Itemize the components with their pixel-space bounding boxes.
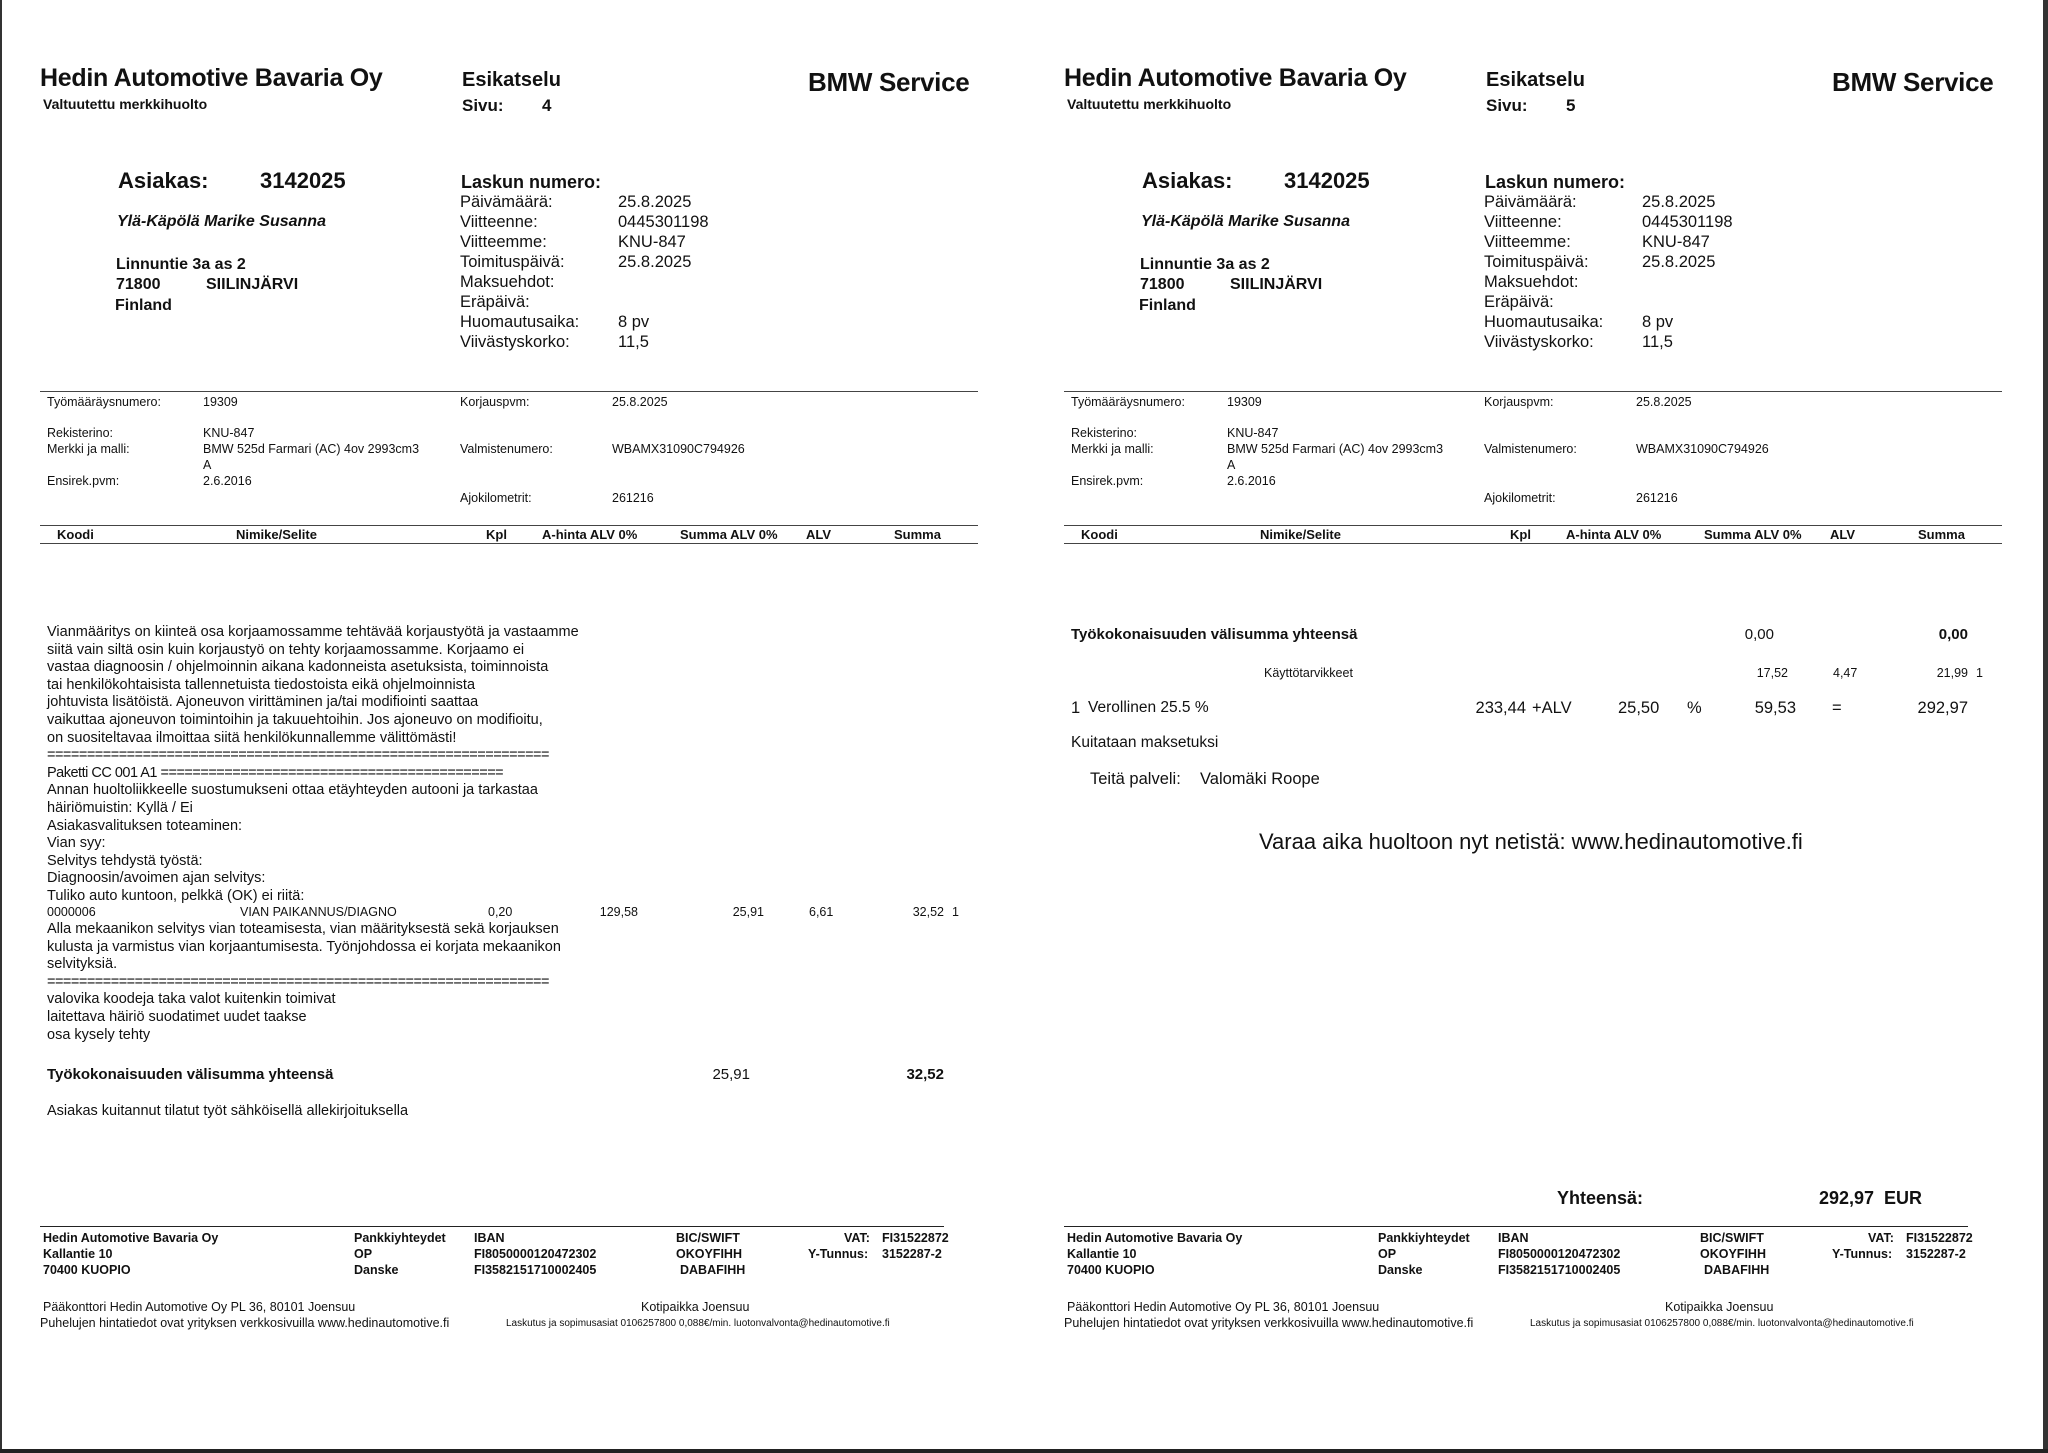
served-label: Teitä palveli: bbox=[1090, 770, 1181, 788]
footer-billing: Laskutus ja sopimusasiat 0106257800 0,088€/min. luotonvalvonta@hedinautomotive.fi bbox=[506, 1318, 890, 1329]
col-vat: ALV bbox=[1830, 527, 1856, 542]
your-ref-label: Viitteenne: bbox=[460, 213, 538, 231]
repair-date-label: Korjauspvm: bbox=[1484, 395, 1554, 409]
reg-label: Rekisterino: bbox=[47, 426, 113, 440]
your-ref: 0445301198 bbox=[1642, 213, 1733, 231]
footer-billing: Laskutus ja sopimusasiat 0106257800 0,088€/min. luotonvalvonta@hedinautomotive.fi bbox=[1530, 1318, 1914, 1329]
footer-line bbox=[1064, 1226, 1968, 1227]
our-ref-label: Viitteemme: bbox=[460, 233, 547, 251]
disclaimer-line: Vianmääritys on kiinteä osa korjaamossamme tehtävää korjaustyötä ja vastaamme bbox=[47, 624, 579, 640]
model-label: Merkki ja malli: bbox=[1071, 442, 1154, 456]
customer-country: Finland bbox=[1139, 297, 1196, 314]
signature-note: Asiakas kuitannut tilatut työt sähköisellä allekirjoituksella bbox=[47, 1103, 409, 1119]
col-unit-price: A-hinta ALV 0% bbox=[1566, 527, 1662, 542]
late-interest: 11,5 bbox=[618, 333, 649, 351]
separator-line: =============================================================== bbox=[47, 747, 549, 764]
footer-bank-danske: Danske bbox=[1378, 1263, 1423, 1277]
footer-bank-label: Pankkiyhteydet bbox=[354, 1231, 446, 1245]
footer-bank-label: Pankkiyhteydet bbox=[1378, 1231, 1470, 1245]
page-label: Sivu: bbox=[1486, 96, 1528, 115]
subtotal-label: Työkokonaisuuden välisumma yhteensä bbox=[1071, 626, 1358, 643]
vin-label: Valmistenumero: bbox=[460, 442, 553, 456]
footer-company: Hedin Automotive Bavaria Oy bbox=[1067, 1231, 1243, 1245]
package-text: Vian syy: bbox=[47, 835, 106, 852]
footer-iban-op: FI8050000120472302 bbox=[1498, 1247, 1621, 1261]
disclaimer-line: vaikuttaa ajoneuvon toimintoihin ja takuuehtoihin. Jos ajoneuvo on modifioitu, bbox=[47, 712, 543, 728]
footer-vat-label: VAT: bbox=[1868, 1231, 1894, 1245]
footer-iban-label: IBAN bbox=[474, 1231, 505, 1245]
your-ref: 0445301198 bbox=[618, 213, 709, 231]
notice-period-label: Huomautusaika: bbox=[1484, 313, 1604, 331]
vat-percent: % bbox=[1687, 699, 1702, 717]
supplies-sum-ex-vat: 17,52 bbox=[1756, 666, 1788, 680]
invoice-page-5 bbox=[1024, 0, 2048, 1453]
model: BMW 525d Farmari (AC) 4ov 2993cm3 bbox=[1227, 442, 1444, 456]
footer-bic-op: OKOYFIHH bbox=[1700, 1247, 1766, 1261]
invoice-date: 25.8.2025 bbox=[1642, 193, 1716, 211]
after-item-text: Alla mekaanikon selvitys vian toteamisesta, vian määrityksestä sekä korjauksen bbox=[47, 921, 559, 937]
footer-ytunnus-label: Y-Tunnus: bbox=[1832, 1247, 1893, 1261]
footer-hq: Pääkonttori Hedin Automotive Oy PL 36, 80101 Joensuu bbox=[43, 1300, 356, 1314]
col-qty: Kpl bbox=[486, 527, 507, 542]
table-header-top-line bbox=[1064, 525, 2002, 526]
subtotal: 32,52 bbox=[906, 1066, 944, 1083]
item-unit-price: 129,58 bbox=[599, 905, 638, 919]
supplies-vat: 4,47 bbox=[1833, 666, 1858, 680]
footer-vat: FI31522872 bbox=[882, 1231, 949, 1245]
page-label: Sivu: bbox=[462, 96, 504, 115]
company-name: Hedin Automotive Bavaria Oy bbox=[1064, 64, 1407, 92]
footer-bic-danske: DABAFIHH bbox=[680, 1263, 746, 1277]
after-item-text: selvityksiä. bbox=[47, 956, 118, 973]
customer-street: Linnuntie 3a as 2 bbox=[1140, 256, 1270, 273]
footer-bank-op: OP bbox=[1378, 1247, 1397, 1261]
payment-terms-label: Maksuehdot: bbox=[1484, 273, 1579, 291]
subtotal: 0,00 bbox=[1938, 626, 1968, 643]
footer-vat-label: VAT: bbox=[844, 1231, 870, 1245]
item-flag: 1 bbox=[952, 905, 959, 919]
footer-line bbox=[40, 1226, 944, 1227]
vat-rate: 25,50 bbox=[1618, 699, 1660, 717]
vin-label: Valmistenumero: bbox=[1484, 442, 1577, 456]
package-text: Annan huoltoliikkeelle suostumukseni ottaa etäyhteyden autooni ja tarkastaa bbox=[47, 782, 538, 799]
customer-name: Ylä-Käpölä Marike Susanna bbox=[1141, 213, 1350, 230]
disclaimer-line: johtuvista lisätöistä. Ajoneuvon virittäminen ja/tai modifiointi saattaa bbox=[47, 694, 479, 711]
our-ref-label: Viitteemme: bbox=[1484, 233, 1571, 251]
our-ref: KNU-847 bbox=[1642, 233, 1710, 251]
disclaimer-line: vastaa diagnoosin / ohjelmoinnin aikana kadonneista asetuksista, toiminnoista bbox=[47, 659, 549, 676]
footer-bic-danske: DABAFIHH bbox=[1704, 1263, 1770, 1277]
customer-city: SIILINJÄRVI bbox=[1230, 276, 1323, 293]
footer-hq: Pääkonttori Hedin Automotive Oy PL 36, 80101 Joensuu bbox=[1067, 1300, 1380, 1314]
col-qty: Kpl bbox=[1510, 527, 1531, 542]
due-date-label: Eräpäivä: bbox=[1484, 293, 1554, 311]
col-sum: Summa bbox=[1918, 527, 1965, 542]
km-label: Ajokilometrit: bbox=[460, 491, 532, 505]
vat-base: 233,44 bbox=[1475, 699, 1526, 717]
mechanic-note: laitettava häiriö suodatimet uudet taakse bbox=[47, 1009, 307, 1025]
vat-line-no: 1 bbox=[1071, 699, 1081, 717]
customer-label: Asiakas: bbox=[1142, 168, 1233, 193]
first-reg: 2.6.2016 bbox=[203, 474, 252, 488]
footer-bank-op: OP bbox=[354, 1247, 373, 1261]
first-reg: 2.6.2016 bbox=[1227, 474, 1276, 488]
footer-domicile: Kotipaikka Joensuu bbox=[1665, 1300, 1774, 1314]
work-order: 19309 bbox=[203, 395, 238, 409]
footer-ytunnus: 3152287-2 bbox=[882, 1247, 942, 1261]
doc-title: Esikatselu bbox=[1486, 69, 1585, 91]
package-text: häiriömuistin: Kyllä / Ei bbox=[47, 800, 193, 816]
disclaimer-line: on suositeltavaa ilmoittaa siitä henkilökunnallemme välittömästi! bbox=[47, 729, 457, 746]
work-order-label: Työmääräysnumero: bbox=[47, 395, 161, 409]
footer-bank-danske: Danske bbox=[354, 1263, 399, 1277]
your-ref-label: Viitteenne: bbox=[1484, 213, 1562, 231]
col-code: Koodi bbox=[57, 527, 94, 542]
first-reg-label: Ensirek.pvm: bbox=[1071, 474, 1144, 488]
footer-bic-label: BIC/SWIFT bbox=[1700, 1231, 1764, 1245]
customer-number: 3142025 bbox=[260, 168, 346, 193]
col-sum-ex-vat: Summa ALV 0% bbox=[1704, 527, 1802, 542]
footer-iban-label: IBAN bbox=[1498, 1231, 1529, 1245]
invoice-number-label: Laskun numero: bbox=[461, 172, 602, 192]
repair-date-label: Korjauspvm: bbox=[460, 395, 530, 409]
footer-street: Kallantie 10 bbox=[43, 1247, 113, 1261]
invoice-date-label: Päivämäärä: bbox=[460, 193, 553, 211]
col-code: Koodi bbox=[1081, 527, 1118, 542]
first-reg-label: Ensirek.pvm: bbox=[47, 474, 120, 488]
item-qty: 0,20 bbox=[488, 905, 513, 919]
customer-postal: 71800 bbox=[1140, 276, 1185, 293]
subtotal-ex-vat: 25,91 bbox=[712, 1066, 750, 1083]
page-number: 5 bbox=[1566, 96, 1576, 115]
vin: WBAMX31090C794926 bbox=[1636, 442, 1769, 456]
doc-title: Esikatselu bbox=[462, 69, 561, 91]
footer-bic-op: OKOYFIHH bbox=[676, 1247, 742, 1261]
package-text: Diagnoosin/avoimen ajan selvitys: bbox=[47, 870, 266, 887]
footer-city: 70400 KUOPIO bbox=[1067, 1263, 1155, 1277]
vat-total: 292,97 bbox=[1917, 699, 1968, 717]
brand-logo-text: BMW Service bbox=[808, 67, 970, 97]
package-line: Paketti CC 001 A1 =========================================== bbox=[47, 764, 504, 781]
customer-number: 3142025 bbox=[1284, 168, 1370, 193]
customer-street: Linnuntie 3a as 2 bbox=[116, 256, 246, 273]
after-item-text: kulusta ja varmistus vian korjaantumisesta. Työnjohdossa ei korjata mekaanikon bbox=[47, 938, 561, 955]
repair-date: 25.8.2025 bbox=[1636, 395, 1692, 409]
subtotal-label: Työkokonaisuuden välisumma yhteensä bbox=[47, 1066, 334, 1083]
late-interest-label: Viivästyskorko: bbox=[460, 333, 570, 351]
invoice-date: 25.8.2025 bbox=[618, 193, 692, 211]
item-sum-ex-vat: 25,91 bbox=[732, 905, 764, 919]
table-header-bottom-line bbox=[40, 543, 978, 544]
vin: WBAMX31090C794926 bbox=[612, 442, 745, 456]
footer-city: 70400 KUOPIO bbox=[43, 1263, 131, 1277]
reg-label: Rekisterino: bbox=[1071, 426, 1137, 440]
item-sum: 32,52 bbox=[912, 905, 944, 919]
customer-country: Finland bbox=[115, 297, 172, 314]
divider bbox=[1064, 391, 2002, 392]
table-header-top-line bbox=[40, 525, 978, 526]
model-label: Merkki ja malli: bbox=[47, 442, 130, 456]
package-text: Selvitys tehdystä työstä: bbox=[47, 852, 203, 869]
supplies-name: Käyttötarvikkeet bbox=[1264, 666, 1353, 680]
subtotal-ex-vat: 0,00 bbox=[1744, 626, 1774, 643]
customer-name: Ylä-Käpölä Marike Susanna bbox=[117, 213, 326, 230]
delivery-date-label: Toimituspäivä: bbox=[460, 253, 565, 271]
table-header-bottom-line bbox=[1064, 543, 2002, 544]
served-by: Valomäki Roope bbox=[1200, 770, 1320, 788]
vat-equals: = bbox=[1832, 699, 1842, 717]
notice-period-label: Huomautusaika: bbox=[460, 313, 580, 331]
payment-terms-label: Maksuehdot: bbox=[460, 273, 555, 291]
work-order: 19309 bbox=[1227, 395, 1262, 409]
footer-street: Kallantie 10 bbox=[1067, 1247, 1137, 1261]
notice-period: 8 pv bbox=[1642, 313, 1674, 331]
vat-amount: 59,53 bbox=[1754, 699, 1796, 717]
package-text: Asiakasvalituksen toteaminen: bbox=[47, 817, 243, 834]
supplies-flag: 1 bbox=[1976, 666, 1983, 680]
model-cont: A bbox=[1227, 458, 1236, 472]
col-sum-ex-vat: Summa ALV 0% bbox=[680, 527, 778, 542]
km: 261216 bbox=[612, 491, 654, 505]
footer-ytunnus: 3152287-2 bbox=[1906, 1247, 1966, 1261]
page-number: 4 bbox=[542, 96, 552, 115]
footer-iban-danske: FI3582151710002405 bbox=[1498, 1263, 1621, 1277]
col-unit-price: A-hinta ALV 0% bbox=[542, 527, 638, 542]
our-ref: KNU-847 bbox=[618, 233, 686, 251]
km: 261216 bbox=[1636, 491, 1678, 505]
invoice-number-label: Laskun numero: bbox=[1485, 172, 1626, 192]
mechanic-note: valovika koodeja taka valot kuitenkin toimivat bbox=[47, 991, 336, 1008]
brand-logo-text: BMW Service bbox=[1832, 67, 1994, 97]
supplies-sum: 21,99 bbox=[1936, 666, 1968, 680]
delivery-date: 25.8.2025 bbox=[618, 253, 692, 271]
footer-iban-danske: FI3582151710002405 bbox=[474, 1263, 597, 1277]
company-tagline: Valtuutettu merkkihuolto bbox=[1067, 96, 1232, 112]
col-name: Nimike/Selite bbox=[236, 527, 317, 542]
footer-domicile: Kotipaikka Joensuu bbox=[641, 1300, 750, 1314]
footer-vat: FI31522872 bbox=[1906, 1231, 1973, 1245]
paid-note: Kuitataan maksetuksi bbox=[1071, 734, 1219, 751]
footer-calls: Puhelujen hintatiedot ovat yrityksen verkkosivuilla www.hedinautomotive.fi bbox=[40, 1316, 450, 1330]
late-interest-label: Viivästyskorko: bbox=[1484, 333, 1594, 351]
delivery-date: 25.8.2025 bbox=[1642, 253, 1716, 271]
col-vat: ALV bbox=[806, 527, 832, 542]
footer-iban-op: FI8050000120472302 bbox=[474, 1247, 597, 1261]
reg: KNU-847 bbox=[1227, 426, 1279, 440]
customer-label: Asiakas: bbox=[118, 168, 209, 193]
company-tagline: Valtuutettu merkkihuolto bbox=[43, 96, 208, 112]
disclaimer-line: siitä vain siltä osin kuin korjaustyö on tehty korjaamossamme. Korjaamo ei bbox=[47, 641, 525, 658]
model-cont: A bbox=[203, 458, 212, 472]
item-vat: 6,61 bbox=[809, 905, 834, 919]
divider bbox=[40, 391, 978, 392]
vat-plus: +ALV bbox=[1532, 699, 1572, 717]
disclaimer-line: tai henkilökohtaisista tallennetuista tiedostoista eikä ohjelmoinnista bbox=[47, 676, 476, 693]
model: BMW 525d Farmari (AC) 4ov 2993cm3 bbox=[203, 442, 420, 456]
item-code: 0000006 bbox=[47, 905, 96, 919]
booking-note: Varaa aika huoltoon nyt netistä: www.hedinautomotive.fi bbox=[1259, 829, 1803, 854]
footer-bic-label: BIC/SWIFT bbox=[676, 1231, 740, 1245]
grand-total: 292,97 bbox=[1818, 1188, 1874, 1208]
customer-postal: 71800 bbox=[116, 276, 161, 293]
customer-city: SIILINJÄRVI bbox=[206, 276, 299, 293]
footer-company: Hedin Automotive Bavaria Oy bbox=[43, 1231, 219, 1245]
work-order-label: Työmääräysnumero: bbox=[1071, 395, 1185, 409]
km-label: Ajokilometrit: bbox=[1484, 491, 1556, 505]
total-label: Yhteensä: bbox=[1557, 1188, 1644, 1208]
notice-period: 8 pv bbox=[618, 313, 650, 331]
mechanic-note: osa kysely tehty bbox=[47, 1026, 151, 1043]
separator-line: =============================================================== bbox=[47, 973, 549, 990]
delivery-date-label: Toimituspäivä: bbox=[1484, 253, 1589, 271]
col-name: Nimike/Selite bbox=[1260, 527, 1341, 542]
company-name: Hedin Automotive Bavaria Oy bbox=[40, 64, 383, 92]
invoice-date-label: Päivämäärä: bbox=[1484, 193, 1577, 211]
package-text: Tuliko auto kuntoon, pelkkä (OK) ei riitä: bbox=[47, 888, 305, 904]
footer-calls: Puhelujen hintatiedot ovat yrityksen verkkosivuilla www.hedinautomotive.fi bbox=[1064, 1316, 1474, 1330]
reg: KNU-847 bbox=[203, 426, 255, 440]
due-date-label: Eräpäivä: bbox=[460, 293, 530, 311]
late-interest: 11,5 bbox=[1642, 333, 1673, 351]
repair-date: 25.8.2025 bbox=[612, 395, 668, 409]
col-sum: Summa bbox=[894, 527, 941, 542]
currency: EUR bbox=[1884, 1188, 1923, 1208]
item-name: VIAN PAIKANNUS/DIAGNO bbox=[240, 905, 397, 919]
footer-ytunnus-label: Y-Tunnus: bbox=[808, 1247, 869, 1261]
vat-line-label: Verollinen 25.5 % bbox=[1088, 699, 1209, 716]
